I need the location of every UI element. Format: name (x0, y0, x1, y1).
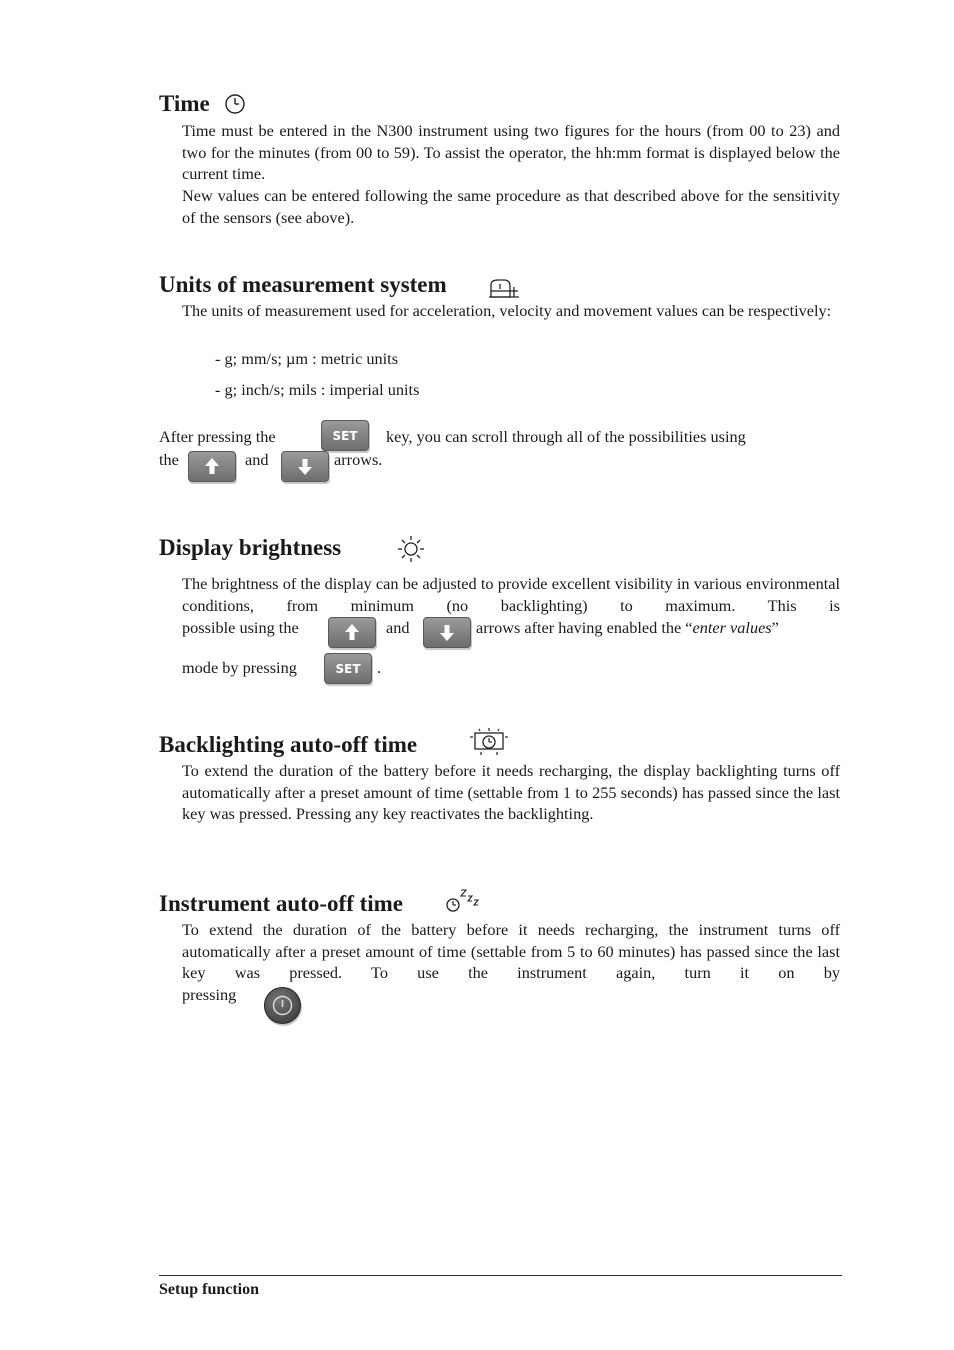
power-key-button[interactable] (264, 987, 301, 1024)
instrument-paragraph: To extend the duration of the battery before it needs recharging, the instrument turns off automatically after a preset amount of time (settable from 5 to 60 minutes) has passed since the last key was pressed. To use the instrument again, turn it on by (182, 920, 840, 983)
brightness-and: and (386, 618, 410, 637)
heading-brightness: Display brightness (159, 535, 342, 560)
footer-section-title: Setup function (159, 1281, 260, 1298)
units-after-post: key, you can scroll through all of the possibilities using (386, 427, 746, 446)
units-after-pre: After pressing the (159, 427, 276, 446)
instrument-pressing: pressing (182, 985, 237, 1004)
units-the: the (159, 450, 179, 469)
backlight-timer-icon (470, 728, 508, 756)
up-arrow-icon (189, 452, 235, 481)
up-arrow-key[interactable] (188, 451, 236, 482)
brightness-line-pre: possible using the (182, 618, 299, 637)
clock-icon (224, 93, 246, 115)
enter-values-term: enter values (692, 618, 772, 637)
time-paragraph-1: Time must be entered in the N300 instrument using two figures for the hours (from 00 to 23) and two for the minutes (from 00 to 59). To assist the operator, the hh:mm format is displayed below the current time. (182, 121, 840, 184)
time-paragraph-2: New values can be entered following the same procedure as that described above for the sensitivity of the sensors (see above). (182, 186, 840, 227)
sleep-icon (444, 888, 480, 914)
units-and: and (245, 450, 269, 469)
sun-icon (397, 535, 425, 563)
brightness-mode-post: . (377, 658, 382, 677)
set-key-button[interactable]: SET (321, 420, 369, 451)
heading-units: Units of measurement system (159, 272, 447, 297)
down-arrow-icon (282, 452, 328, 481)
brightness-line-post: arrows after having enabled the “enter values” (476, 618, 779, 637)
units-arrows: arrows. (334, 450, 383, 469)
set-key-button[interactable]: SET (324, 653, 372, 684)
up-arrow-icon (329, 618, 375, 647)
down-arrow-icon (424, 618, 470, 647)
units-intro: The units of measurement used for acceleration, velocity and movement values can be respectively: (182, 301, 832, 320)
heading-backlight: Backlighting auto-off time (159, 732, 418, 757)
down-arrow-key[interactable] (281, 451, 329, 482)
brightness-paragraph: The brightness of the display can be adjusted to provide excellent visibility in various environmental conditions, from minimum (no backlighting) to maximum. This is (182, 574, 840, 615)
backlight-paragraph: To extend the duration of the battery before it needs recharging, the display backlighting turns off automatically after a preset amount of time (settable from 1 to 255 seconds) has passed since the last key was pressed. Pressing any key reactivates the backlighting. (182, 761, 840, 824)
heading-time: Time (159, 91, 210, 116)
down-arrow-key[interactable] (423, 617, 471, 648)
power-icon (265, 988, 300, 1023)
brightness-mode-pre: mode by pressing (182, 658, 297, 677)
units-item-metric: - g; mm/s; µm : metric units (215, 349, 399, 368)
footer-rule (159, 1275, 842, 1276)
units-icon (488, 277, 520, 299)
heading-instrument: Instrument auto-off time (159, 891, 404, 916)
units-item-imperial: - g; inch/s; mils : imperial units (215, 380, 420, 399)
up-arrow-key[interactable] (328, 617, 376, 648)
